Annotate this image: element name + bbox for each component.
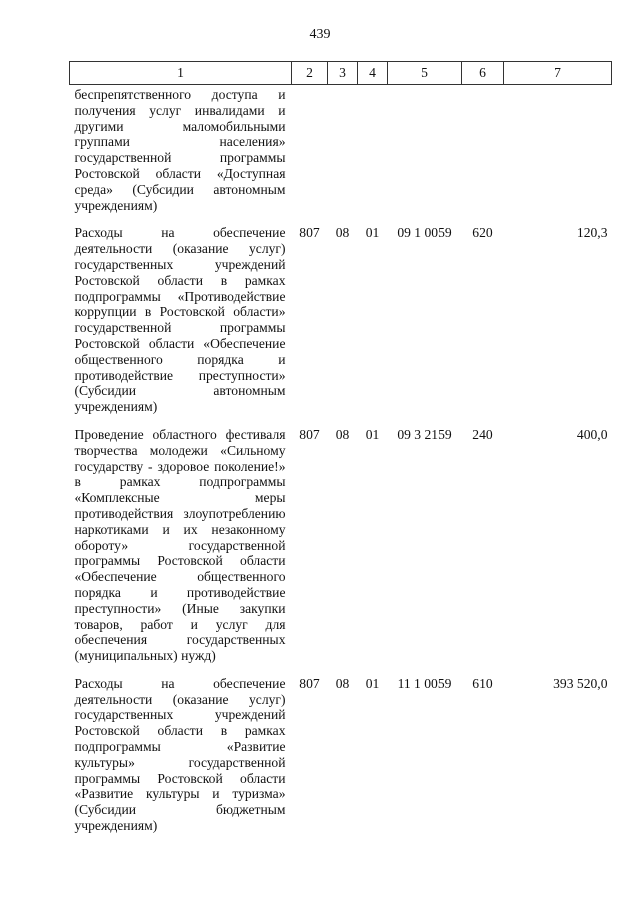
row-subsection-code: 01 bbox=[365, 225, 380, 241]
row-expense-type: 240 bbox=[472, 426, 493, 442]
column-header-3: 3 bbox=[328, 62, 358, 85]
row-amount: 393 520,0 bbox=[553, 675, 608, 691]
column-header-7: 7 bbox=[504, 62, 612, 85]
row-amount bbox=[504, 85, 612, 214]
row-expense-type: 620 bbox=[472, 225, 493, 241]
column-header-6: 6 bbox=[462, 62, 504, 85]
row-subsection-code: 01 bbox=[365, 426, 380, 442]
column-header-4: 4 bbox=[358, 62, 388, 85]
row-description: Расходы на обеспечение деятельности (оказание услуг) государственных учреждений Ростовской области в рамках подпрограммы «Развитие культуры» государственной программы Ростовской области «Развитие культуры и туризма» (Субсидии бюджетным учреждениям) bbox=[74, 675, 286, 834]
header-row bbox=[70, 62, 612, 85]
row-description: Расходы на обеспечение деятельности (оказание услуг) государственных учреждений Ростовской области в рамках подпрограммы «Противодействие коррупции в Ростовской области» государственной программы Ростовской области «Обеспечение общественного порядка и противодействие преступности» (Субсидии автономным учреждениям) bbox=[74, 225, 286, 415]
column-header-1: 1 bbox=[70, 62, 292, 85]
row-ministry-code: 807 bbox=[299, 675, 320, 691]
row-target-article bbox=[388, 85, 462, 214]
table-row bbox=[70, 213, 612, 415]
row-description: Проведение областного фестиваля творчества молодежи «Сильному государству - здоровое поколение!» в рамках подпрограммы «Комплексные меры противодействия злоупотреблению наркотиками и их незаконному обороту» государственной программы Ростовской области «Обеспечение общественного порядка и противодействие преступности» (Иные закупки товаров, работ и услуг для обеспечения государственных (муниципальных) нужд) bbox=[74, 426, 286, 664]
row-section-code: 08 bbox=[335, 225, 350, 241]
row-expense-type bbox=[462, 85, 504, 214]
table-header bbox=[70, 62, 612, 85]
row-ministry-code: 807 bbox=[299, 225, 320, 241]
row-target-article: 09 3 2159 bbox=[397, 426, 452, 442]
row-subsection-code bbox=[358, 85, 388, 214]
row-amount: 120,3 bbox=[576, 225, 608, 241]
row-target-article: 11 1 0059 bbox=[397, 675, 452, 691]
row-expense-type: 610 bbox=[472, 675, 493, 691]
table-row bbox=[70, 415, 612, 664]
row-description: беспрепятственного доступа и получения услуг инвалидами и другими маломобильными группами населения» государственной программы Ростовской области «Доступная среда» (Субсидии автономным учреждениям) bbox=[74, 87, 286, 213]
row-ministry-code: 807 bbox=[299, 426, 320, 442]
budget-table bbox=[69, 61, 612, 834]
row-target-article: 09 1 0059 bbox=[397, 225, 452, 241]
table-row bbox=[70, 664, 612, 834]
page-number: 439 bbox=[309, 27, 331, 42]
table-row bbox=[70, 85, 612, 214]
row-section-code: 08 bbox=[335, 675, 350, 691]
row-amount: 400,0 bbox=[576, 426, 608, 442]
table-body bbox=[70, 85, 612, 834]
row-section-code: 08 bbox=[335, 426, 350, 442]
row-section-code bbox=[328, 85, 358, 214]
column-header-2: 2 bbox=[292, 62, 328, 85]
row-subsection-code: 01 bbox=[365, 675, 380, 691]
row-ministry-code bbox=[292, 85, 328, 214]
column-header-5: 5 bbox=[388, 62, 462, 85]
